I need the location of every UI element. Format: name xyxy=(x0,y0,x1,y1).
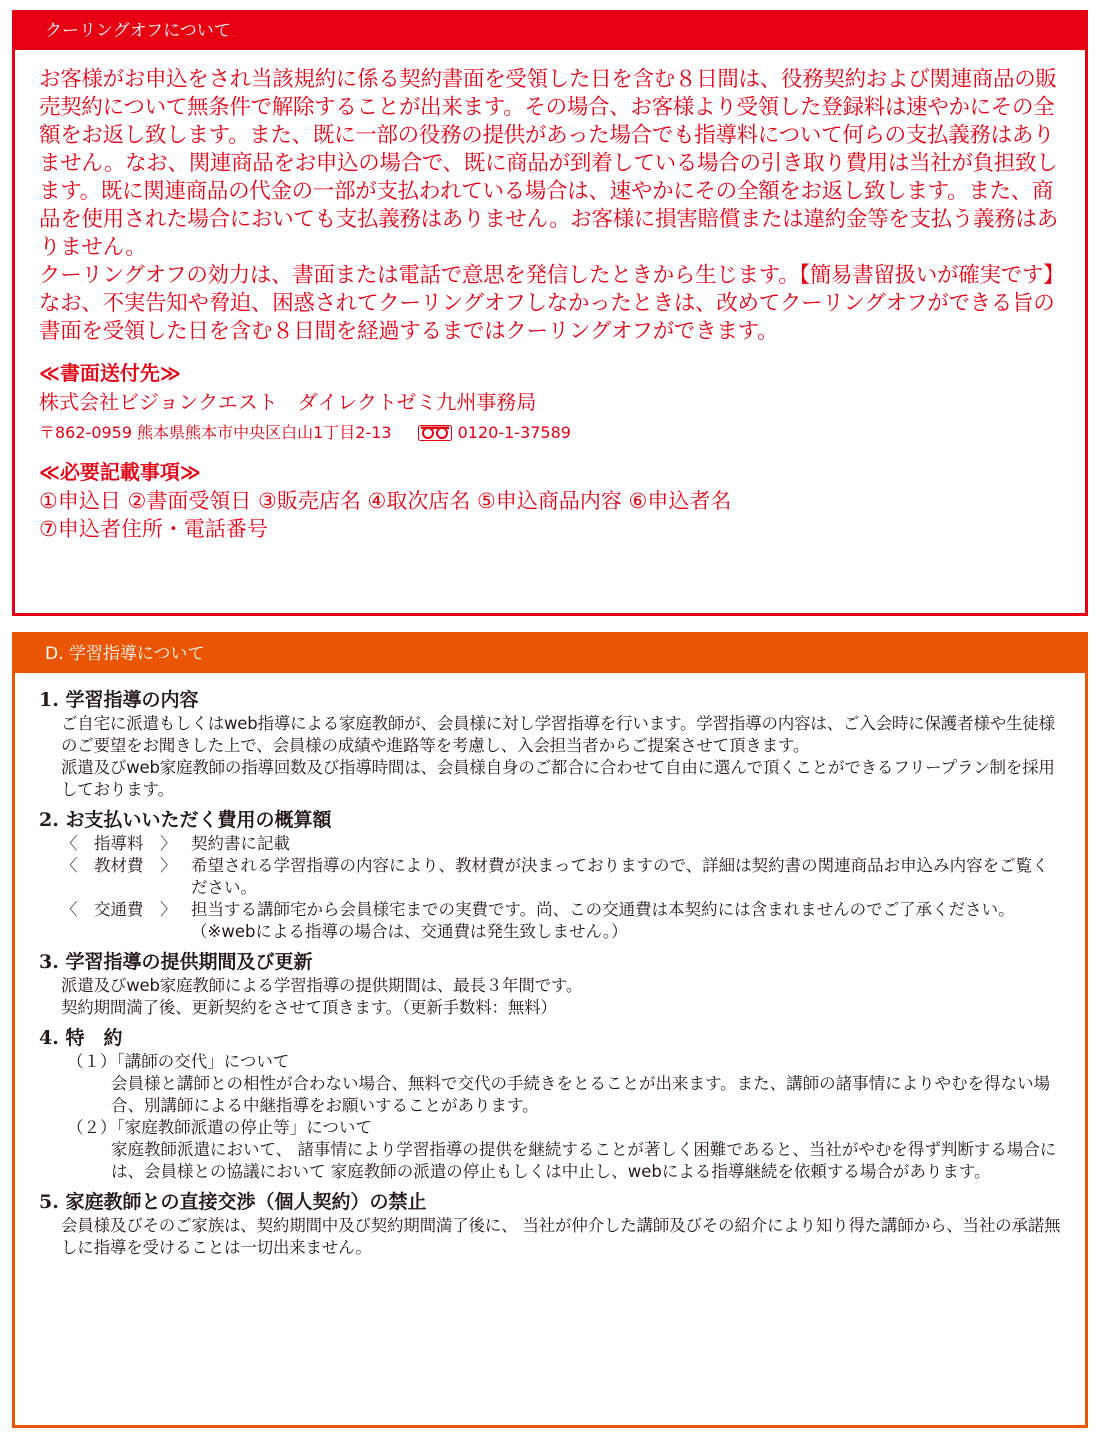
required-items-line-1: ①申込日 ②書面受領日 ③販売店名 ④取次店名 ⑤申込商品内容 ⑥申込者名 xyxy=(39,489,732,513)
study-guidance-body xyxy=(15,673,1085,1259)
fee-row-materials xyxy=(61,855,1065,899)
cooling-off-body xyxy=(15,50,1085,543)
required-items-heading: ≪必要記載事項≫ xyxy=(39,460,201,484)
study-guidance-header: D. 学習指導について xyxy=(15,635,1085,673)
address-line xyxy=(39,421,1067,445)
section-5-text: 会員様及びそのご家族は、契約期間中及び契約期間満了後に、 当社が仲介した講師及びその紹介により知り得た講師から、当社の承諾無しに指導を受けることは一切出来ません。 xyxy=(61,1216,1061,1257)
section-4-sub-2-heading: （２）「家庭教師派遣の停止等」について xyxy=(67,1118,372,1137)
freedial-icon xyxy=(418,425,452,441)
section-1-heading: 1. 学習指導の内容 xyxy=(39,689,199,711)
section-1-paragraph-2: 派遣及びweb家庭教師の指導回数及び指導時間は、会員様自身のご都合に合わせて自由に選んで頂くことができるフリープラン制を採用しております。 xyxy=(61,758,1055,799)
fee-label: 〈 指導料 〉 xyxy=(61,834,177,853)
company-name: 株式会社ビジョンクエスト ダイレクトゼミ九州事務局 xyxy=(39,390,537,414)
fee-row-tuition xyxy=(61,833,1065,855)
study-guidance-section xyxy=(12,632,1088,1428)
address: 〒862-0959 熊本県熊本市中央区白山1丁目2-13 xyxy=(39,423,392,442)
section-3-paragraph-2: 契約期間満了後、更新契約をさせて頂きます。（更新手数料：無料） xyxy=(61,998,557,1017)
required-items-line-2: ⑦申込者住所・電話番号 xyxy=(39,517,268,541)
section-4-sub-1-text: 会員様と講師との相性が合わない場合、無料で交代の手続きをとることが出来ます。また、講師の諸事情によりやむを得ない場合、別講師による中継指導をお願いすることがあります。 xyxy=(111,1074,1051,1115)
section-3-heading: 3. 学習指導の提供期間及び更新 xyxy=(39,951,313,973)
send-to-heading: ≪書面送付先≫ xyxy=(39,361,181,385)
fee-row-transport xyxy=(61,899,1065,943)
cooling-off-header: クーリングオフについて xyxy=(15,13,1085,50)
section-4-heading: 4. 特 約 xyxy=(39,1027,123,1049)
cooling-off-paragraph-2: クーリングオフの効力は、書面または電話で意思を発信したときから生じます。【簡易書留扱いが確実です】なお、不実告知や脅迫、困惑されてクーリングオフしなかったときは、改めてクーリングオフができる旨の書面を受領した日を含む８日間を経過するまではクーリングオフができます。 xyxy=(39,263,1065,344)
fee-label: 〈 交通費 〉 xyxy=(61,900,177,919)
section-2-heading: 2. お支払いいただく費用の概算額 xyxy=(39,809,332,831)
fee-text: 契約書に記載 xyxy=(191,834,290,853)
cooling-off-paragraph-1: お客様がお申込をされ当該規約に係る契約書面を受領した日を含む８日間は、役務契約および関連商品の販売契約について無条件で解除することが出来ます。その場合、お客様より受領した登録料は速やかにその全額をお返し致します。また、既に一部の役務の提供があった場合でも指導料について何らの支払義務はありません。なお、関連商品をお申込の場合で、既に商品が到着している場合の引き取り費用は当社が負担致します。既に関連商品の代金の一部が支払われている場合は、速やかにその全額をお返し致します。また、商品を使用された場合においても支払義務はありません。お客様に損害賠償または違約金等を支払う義務はありません。 xyxy=(39,67,1058,260)
section-5-heading: 5. 家庭教師との直接交渉（個人契約）の禁止 xyxy=(39,1191,427,1213)
section-4-sub-2-text: 家庭教師派遣において、 諸事情により学習指導の提供を継続することが著しく困難であると、当社がやむを得ず判断する場合には、会員様との協議において 家庭教師の派遣の停止もしくは中止し、webによる指導継続を依頼する場合があります。 xyxy=(111,1140,1057,1181)
section-1-paragraph-1: ご自宅に派遣もしくはweb指導による家庭教師が、会員様に対し学習指導を行います。学習指導の内容は、ご入会時に保護者様や生徒様のご要望をお聞きした上で、会員様の成績や進路等を考慮し、入会担当者からご提案させて頂きます。 xyxy=(61,714,1055,755)
fee-text: 希望される学習指導の内容により、教材費が決まっておりますので、詳細は契約書の関連商品お申込み内容をご覧ください。 xyxy=(191,856,1049,897)
section-4-sub-1-heading: （１）「講師の交代」について xyxy=(67,1052,290,1071)
fee-label: 〈 教材費 〉 xyxy=(61,856,177,875)
phone-number: 0120-1-37589 xyxy=(457,423,571,442)
fee-text: 担当する講師宅から会員様宅までの実費です。尚、この交通費は本契約には含まれませんのでご了承ください。（※webによる指導の場合は、交通費は発生致しません。） xyxy=(191,900,1015,941)
cooling-off-section xyxy=(12,10,1088,616)
section-3-paragraph-1: 派遣及びweb家庭教師による学習指導の提供期間は、最長３年間です。 xyxy=(61,976,583,995)
